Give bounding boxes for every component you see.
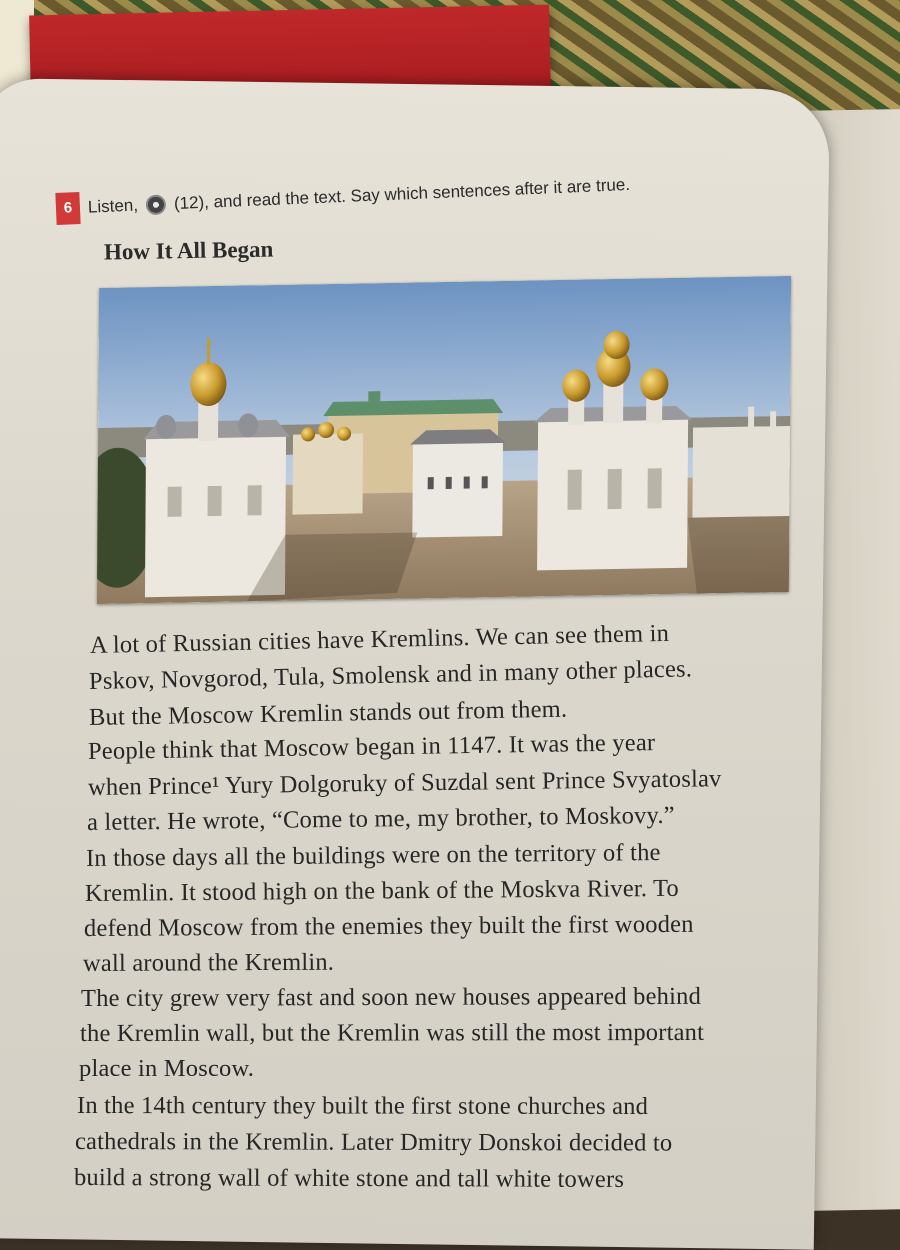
text-title: How It All Began [104, 237, 274, 266]
text-line: Kremlin. It stood high on the bank of the Moskva River. To [85, 875, 679, 908]
text-line: But the Moscow Kremlin stands out from them. [89, 696, 568, 732]
text-line: when Prince¹ Yury Dolgoruky of Suzdal sent Prince Svyatoslav [88, 765, 722, 802]
text-line: In the 14th century they built the first stone churches and [77, 1092, 648, 1121]
text-line: People think that Moscow began in 1147. It was the year [88, 729, 656, 766]
text-line: In those days all the buildings were on the territory of the [86, 839, 661, 873]
text-line: cathedrals in the Kremlin. Later Dmitry Donskoi decided to [75, 1128, 672, 1158]
text-line: a letter. He wrote, “Come to me, my brother, to Moskovy.” [87, 802, 675, 837]
instruction-text-end: (12), and read the text. Say which sentences after it are true. [174, 175, 631, 214]
instruction-text-start: Listen, [88, 196, 139, 218]
text-line: Pskov, Novgorod, Tula, Smolensk and in many other places. [89, 655, 693, 696]
text-line: wall around the Kremlin. [83, 949, 334, 978]
exercise-number-badge: 6 [55, 192, 80, 225]
text-line: the Kremlin wall, but the Kremlin was still the most important [80, 1019, 704, 1048]
text-line: place in Moscow. [79, 1055, 254, 1083]
text-line: The city grew very fast and soon new houses appeared behind [81, 983, 701, 1013]
text-line: build a strong wall of white stone and tall white towers [74, 1164, 624, 1194]
text-line: A lot of Russian cities have Kremlins. We can see them in [90, 620, 670, 660]
text-line: defend Moscow from the enemies they built the first wooden [84, 911, 694, 943]
